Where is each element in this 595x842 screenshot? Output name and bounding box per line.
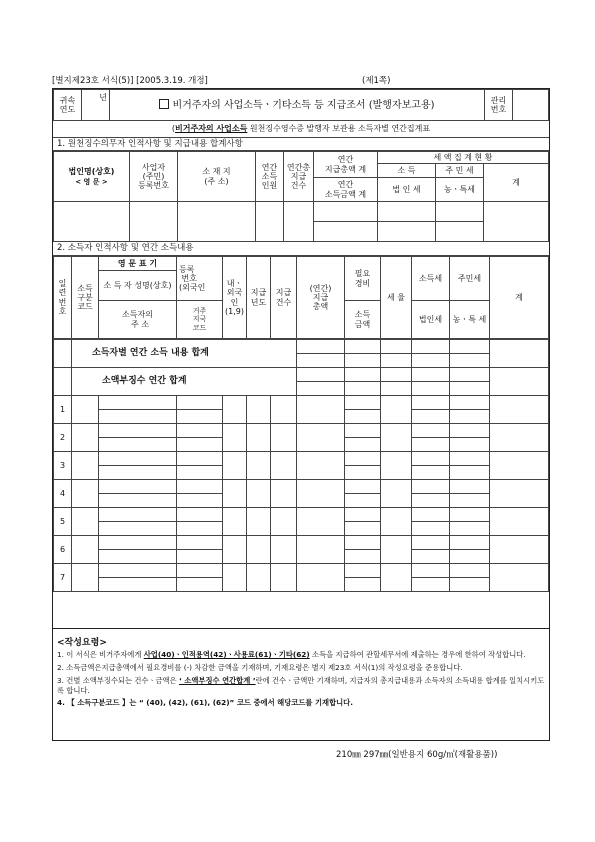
table-cell[interactable] [271, 424, 297, 452]
table-cell[interactable] [490, 452, 549, 480]
pay-count-header: 지급 건수 [271, 257, 297, 339]
table-cell[interactable] [490, 480, 549, 508]
row-number: 3 [54, 452, 72, 480]
form-frame [52, 88, 550, 629]
table-row [54, 536, 549, 550]
country-code-header: 거주 지국 코드 [177, 301, 223, 339]
table-cell[interactable] [271, 508, 297, 536]
table-cell[interactable] [271, 536, 297, 564]
table-row [54, 452, 549, 466]
table-cell[interactable] [99, 452, 177, 466]
table-cell[interactable] [99, 466, 177, 480]
table-cell[interactable] [412, 480, 450, 494]
table-cell[interactable] [72, 508, 99, 536]
row-number: 2 [54, 424, 72, 452]
table-cell[interactable] [99, 578, 177, 592]
table-cell[interactable] [412, 522, 450, 536]
table-cell[interactable] [99, 522, 177, 536]
annual-count-header: 연간총 지급 건수 [284, 152, 314, 202]
table-cell[interactable] [72, 480, 99, 508]
total-cell-1[interactable] [297, 340, 345, 354]
farm-tax-header: 농ㆍ특세 [436, 178, 484, 202]
table-cell[interactable] [345, 480, 381, 494]
table-cell[interactable] [412, 508, 450, 522]
annual-count-field[interactable] [284, 202, 314, 242]
annual-income-header: 연간 소득 인원 [256, 152, 284, 202]
table-cell[interactable] [412, 396, 450, 410]
section1-table [53, 151, 549, 242]
corp-tax-header: 법 인 세 [378, 178, 436, 202]
total-income-header: 연간 소득금액 계 [314, 178, 378, 202]
annual-income-field[interactable] [256, 202, 284, 242]
table-cell[interactable] [99, 536, 177, 550]
total-cell-9[interactable] [381, 354, 412, 368]
table-cell[interactable] [177, 564, 223, 578]
table-cell[interactable] [412, 536, 450, 550]
table-cell[interactable] [381, 508, 412, 536]
table-cell[interactable] [345, 452, 381, 466]
table-cell[interactable] [412, 564, 450, 578]
address-field[interactable] [178, 202, 256, 242]
total-cell-11[interactable] [450, 354, 490, 368]
row-total-income: 소득자별 연간 소득 내용 합계 [72, 340, 297, 368]
table-cell[interactable] [490, 424, 549, 452]
table-cell[interactable] [450, 564, 490, 578]
table-cell[interactable] [450, 494, 490, 508]
small-cell-7[interactable] [297, 382, 345, 396]
sum-field[interactable] [484, 202, 549, 242]
table-cell[interactable] [271, 396, 297, 424]
corp-name-field[interactable] [54, 202, 130, 242]
table-cell[interactable] [345, 494, 381, 508]
tax-rate-header: 세 율 [381, 257, 412, 339]
table-cell[interactable] [345, 424, 381, 438]
pay-year-header: 지급 년도 [247, 257, 271, 339]
small-cell-6[interactable] [490, 368, 549, 396]
guide-heading: <작성요령> [57, 638, 107, 648]
table-cell[interactable] [177, 410, 223, 424]
table-cell[interactable] [177, 522, 223, 536]
table-cell[interactable] [72, 396, 99, 424]
section2-table [53, 256, 549, 339]
small-cell-1[interactable] [297, 368, 345, 382]
table-cell[interactable] [450, 550, 490, 564]
table-cell[interactable] [412, 424, 450, 438]
earner-rows [53, 339, 549, 592]
income-tax-header-2: 소득세 [412, 257, 450, 301]
table-cell[interactable] [247, 564, 271, 592]
farm-tax-field[interactable] [436, 222, 484, 242]
total-cell-8[interactable] [345, 354, 381, 368]
table-cell[interactable] [450, 410, 490, 424]
title-table [53, 89, 549, 121]
table-cell[interactable] [450, 522, 490, 536]
table-cell[interactable] [247, 424, 271, 452]
small-cell-11[interactable] [450, 382, 490, 396]
row-number: 7 [54, 564, 72, 592]
table-cell[interactable] [345, 438, 381, 452]
total-cell-6[interactable] [490, 340, 549, 368]
table-cell[interactable] [381, 564, 412, 592]
table-cell[interactable] [72, 424, 99, 452]
guide-item-2: 2. 소득금액은지급총액에서 필요경비를 (-) 차감한 금액을 기재하며, 기재요령은 별지 제23호 서식(1)의 작성요령을 준용합니다. [57, 662, 463, 672]
total-cell-5[interactable] [450, 340, 490, 354]
form-title: 비거주자의 사업소득ㆍ기타소득 등 지급조서 (발행자보고용) [110, 90, 485, 121]
total-pay-header: 연간 지급총액 계 [314, 152, 378, 178]
income-amt-header: 소득 금액 [345, 301, 381, 339]
table-cell[interactable] [490, 396, 549, 424]
subtitle: (비거주자의 사업소득 원천징수영수증 발행자 보관용 소득자별 연간집계표 [53, 121, 549, 138]
resident-tax-field[interactable] [436, 202, 484, 222]
small-seq-cell [54, 368, 72, 396]
total-cell-10[interactable] [412, 354, 450, 368]
biz-no-field[interactable] [130, 202, 178, 242]
table-cell[interactable] [297, 396, 345, 424]
foreign-header: 내ㆍ 외국 인 (1,9) [223, 257, 247, 339]
seq-header: 일 련 번 호 [54, 257, 72, 339]
small-cell-5[interactable] [450, 368, 490, 382]
table-cell[interactable] [345, 466, 381, 480]
table-cell[interactable] [99, 494, 177, 508]
table-cell[interactable] [223, 396, 247, 424]
total-pay-field[interactable] [314, 202, 378, 222]
table-cell[interactable] [345, 522, 381, 536]
table-cell[interactable] [412, 550, 450, 564]
farm-tax-header-2: 농ㆍ특 세 [450, 301, 490, 339]
table-cell[interactable] [99, 424, 177, 438]
table-cell[interactable] [99, 550, 177, 564]
form-number: [별지제23호 서식(5)] [2005.3.19. 개정] [52, 76, 208, 86]
table-cell[interactable] [99, 438, 177, 452]
income-tax-header: 소 득 [378, 164, 436, 178]
small-cell-3[interactable] [381, 368, 412, 382]
sum-header: 계 [484, 164, 549, 202]
table-row [54, 508, 549, 522]
table-cell[interactable] [99, 564, 177, 578]
table-cell[interactable] [297, 536, 345, 564]
table-cell[interactable] [450, 578, 490, 592]
table-cell[interactable] [177, 508, 223, 522]
table-cell[interactable] [177, 438, 223, 452]
table-cell[interactable] [381, 480, 412, 508]
table-cell[interactable] [297, 564, 345, 592]
table-cell[interactable] [412, 438, 450, 452]
table-cell[interactable] [99, 508, 177, 522]
table-cell[interactable] [223, 536, 247, 564]
section2-title: 2. 소득자 인적사항 및 연간 소득내용 [53, 242, 549, 256]
small-cell-10[interactable] [412, 382, 450, 396]
year-field[interactable]: 년 [82, 90, 110, 121]
income-tax-field[interactable] [378, 202, 436, 222]
year-label: 귀속 연도 [54, 90, 82, 121]
table-cell[interactable] [72, 536, 99, 564]
table-cell[interactable] [223, 508, 247, 536]
row-number: 4 [54, 480, 72, 508]
table-cell[interactable] [177, 480, 223, 494]
reg-no-header: 등록 번호 (외국인 [177, 257, 223, 301]
english-header: 영 문 표 기 [99, 257, 177, 271]
guide-item-4: 4. 【 소득구분코드 】는 “ (40), (42), (61), (62)” 코드 중에서 해당코드를 기재합니다. [57, 698, 353, 708]
table-cell[interactable] [247, 508, 271, 536]
earner-name-header: 소 득 자 성명(상호) [99, 271, 177, 301]
small-cell-4[interactable] [412, 368, 450, 382]
section1-title: 1. 원천징수의무자 인적사항 및 지급내용 합계사항 [53, 138, 549, 151]
mgmt-field[interactable] [513, 90, 549, 121]
resident-tax-header: 주 민 세 [436, 164, 484, 178]
table-cell[interactable] [381, 396, 412, 424]
table-cell[interactable] [297, 424, 345, 452]
table-cell[interactable] [247, 536, 271, 564]
table-cell[interactable] [177, 550, 223, 564]
table-cell[interactable] [381, 536, 412, 564]
corp-name-header: 법인명(상호) < 영 문 > [54, 152, 130, 202]
table-cell[interactable] [223, 564, 247, 592]
table-cell[interactable] [297, 452, 345, 480]
address-header: 소 재 지 (주 소) [178, 152, 256, 202]
table-cell[interactable] [72, 564, 99, 592]
table-cell[interactable] [450, 536, 490, 550]
table-cell[interactable] [450, 396, 490, 410]
table-cell[interactable] [345, 536, 381, 550]
table-cell[interactable] [450, 452, 490, 466]
total-cell-3[interactable] [381, 340, 412, 354]
small-cell-2[interactable] [345, 368, 381, 382]
table-cell[interactable] [223, 452, 247, 480]
table-cell[interactable] [450, 466, 490, 480]
table-cell[interactable] [177, 424, 223, 438]
table-cell[interactable] [177, 396, 223, 410]
table-cell[interactable] [345, 550, 381, 564]
table-cell[interactable] [223, 424, 247, 452]
sum-header-2: 계 [490, 257, 549, 339]
table-cell[interactable] [412, 410, 450, 424]
table-cell[interactable] [271, 452, 297, 480]
table-cell[interactable] [450, 480, 490, 494]
annual-total-header: (연간) 지급 총액 [297, 257, 345, 339]
row-number: 5 [54, 508, 72, 536]
table-cell[interactable] [490, 536, 549, 564]
tax-status-header: 세 액 집 계 현 황 [378, 152, 549, 164]
table-cell[interactable] [247, 480, 271, 508]
table-cell[interactable] [490, 508, 549, 536]
total-cell-7[interactable] [297, 354, 345, 368]
table-cell[interactable] [177, 578, 223, 592]
resident-tax-header-2: 주민세 [450, 257, 490, 301]
table-cell[interactable] [247, 452, 271, 480]
table-cell[interactable] [177, 536, 223, 550]
table-cell[interactable] [450, 424, 490, 438]
table-cell[interactable] [271, 480, 297, 508]
earner-address-header: 소득자의 주 소 [99, 301, 177, 339]
table-cell[interactable] [72, 452, 99, 480]
mgmt-label: 관리 번호 [485, 90, 513, 121]
table-cell[interactable] [345, 578, 381, 592]
table-cell[interactable] [490, 564, 549, 592]
paper-spec: 210㎜ 297㎜(일반용지 60g/㎡(재활용품)) [336, 750, 498, 760]
checkbox-icon[interactable] [159, 99, 169, 109]
table-cell[interactable] [247, 396, 271, 424]
table-cell[interactable] [345, 508, 381, 522]
table-cell[interactable] [99, 480, 177, 494]
guide-item-3: 3. 건별 소액부징수되는 건수ㆍ금액은 ‘ 소액부징수 연간합계 ’란에 건수ㆍ금액만 기재하며, 지급자의 총지급내용과 소득자의 소득내용 합계를 일치시키도록 합니다. [57, 675, 545, 695]
table-cell[interactable] [345, 410, 381, 424]
corp-tax-field[interactable] [378, 222, 436, 242]
table-cell[interactable] [381, 424, 412, 452]
table-cell[interactable] [177, 494, 223, 508]
row-number: 6 [54, 536, 72, 564]
corp-tax-header-2: 법인세 [412, 301, 450, 339]
table-cell[interactable] [345, 396, 381, 410]
small-cell-8[interactable] [345, 382, 381, 396]
table-cell[interactable] [99, 410, 177, 424]
table-cell[interactable] [271, 564, 297, 592]
table-cell[interactable] [345, 564, 381, 578]
table-cell[interactable] [412, 452, 450, 466]
table-cell[interactable] [223, 480, 247, 508]
table-cell[interactable] [297, 508, 345, 536]
writing-guide [52, 629, 550, 741]
table-cell[interactable] [99, 396, 177, 410]
table-row [54, 424, 549, 438]
table-cell[interactable] [412, 578, 450, 592]
guide-item-1: 1. 이 서식은 비거주자에게 사업(40)ㆍ인적용역(42)ㆍ사용료(61)ㆍ기타(62) 소득을 지급하여 관할세무서에 제출하는 경우에 한하여 작성합니다. [57, 650, 526, 659]
total-income-field[interactable] [314, 222, 378, 242]
table-cell[interactable] [450, 508, 490, 522]
income-code-header: 소득 구분 코드 [72, 257, 99, 339]
total-cell-4[interactable] [412, 340, 450, 354]
table-row [54, 564, 549, 578]
total-cell-2[interactable] [345, 340, 381, 354]
table-cell[interactable] [177, 452, 223, 466]
small-cell-9[interactable] [381, 382, 412, 396]
table-cell[interactable] [297, 480, 345, 508]
table-cell[interactable] [412, 466, 450, 480]
expense-header: 필요 경비 [345, 257, 381, 301]
table-row [54, 480, 549, 494]
row-small-total: 소액부징수 연간 합계 [72, 368, 297, 396]
table-cell[interactable] [381, 452, 412, 480]
biz-no-header: 사업자 (주민) 등록번호 [130, 152, 178, 202]
row-number: 1 [54, 396, 72, 424]
table-cell[interactable] [450, 438, 490, 452]
table-cell[interactable] [177, 466, 223, 480]
table-cell[interactable] [412, 494, 450, 508]
table-row [54, 396, 549, 410]
page-number: (제1쪽) [362, 76, 391, 86]
summary-seq-cell [54, 340, 72, 368]
